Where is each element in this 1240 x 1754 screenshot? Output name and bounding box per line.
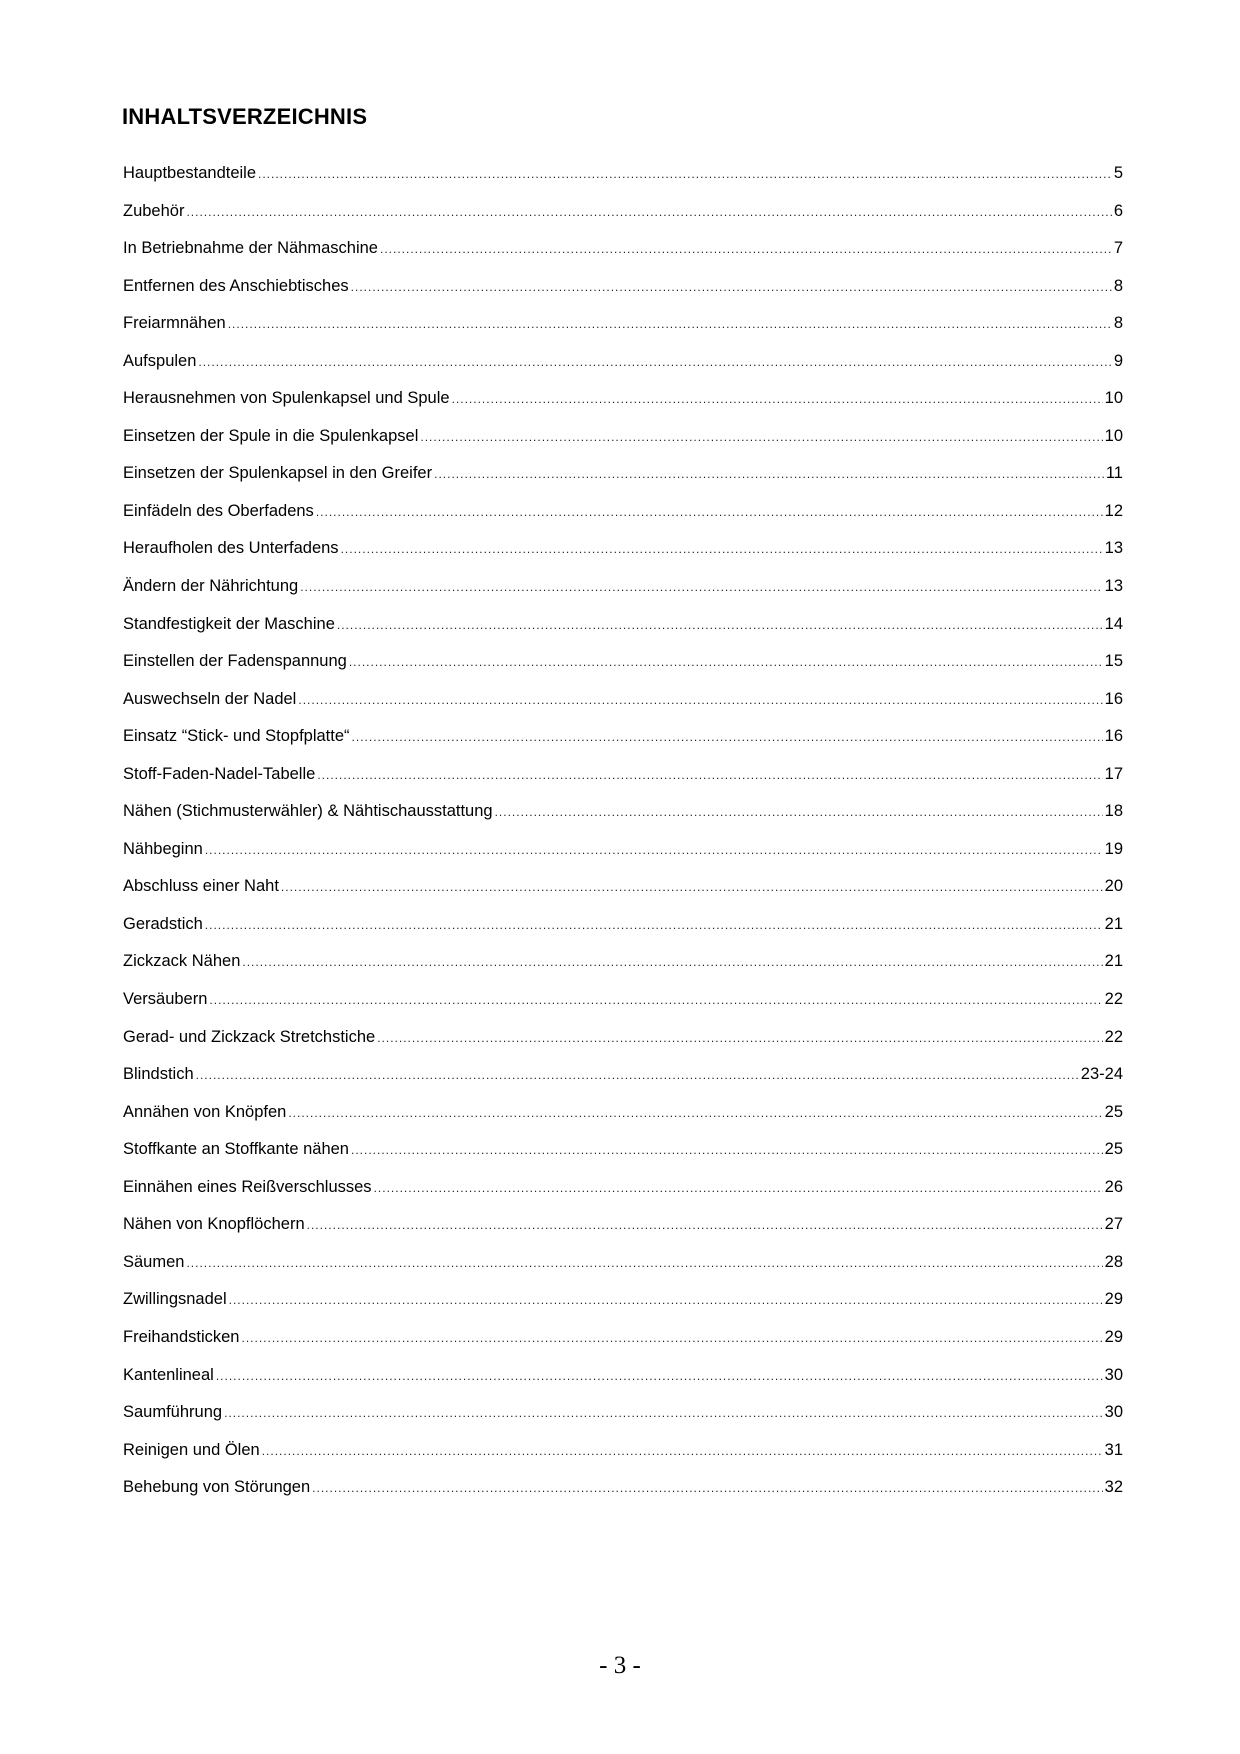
toc-entry-label: Stoffkante an Stoffkante nähen	[123, 1140, 349, 1159]
toc-entry-page: 18	[1104, 802, 1123, 821]
toc-entry	[123, 1215, 1123, 1253]
toc-entry-page: 31	[1104, 1440, 1123, 1459]
toc-entry-page: 29	[1104, 1327, 1123, 1346]
toc-entry	[123, 652, 1123, 690]
toc-entry-page: 21	[1104, 952, 1123, 971]
toc-entry	[123, 765, 1123, 803]
toc-entry	[123, 1290, 1123, 1328]
dot-leader	[224, 1406, 1103, 1420]
toc-entry-label: Geradstich	[123, 914, 203, 933]
toc-entry-page: 8	[1113, 314, 1123, 333]
toc-entry	[123, 877, 1123, 915]
toc-entry-label: Blindstich	[123, 1065, 194, 1084]
toc-entry-label: Nähbeginn	[123, 839, 203, 858]
toc-entry-label: Versäubern	[123, 990, 208, 1009]
dot-leader	[495, 805, 1103, 819]
toc-entry-page: 5	[1113, 164, 1123, 182]
toc-entry-page: 26	[1104, 1177, 1123, 1196]
toc-entry-page: 17	[1104, 764, 1123, 783]
toc-entry	[123, 427, 1123, 465]
toc-entry-page: 28	[1104, 1252, 1123, 1271]
dot-leader	[374, 1181, 1103, 1195]
dot-leader	[228, 317, 1112, 331]
dot-leader	[209, 993, 1102, 1007]
toc-entry-page: 10	[1104, 389, 1123, 408]
toc-entry	[123, 314, 1123, 352]
toc-entry-page: 19	[1104, 839, 1123, 858]
toc-entry-page: 14	[1104, 614, 1123, 633]
toc-entry	[123, 1366, 1123, 1404]
dot-leader	[307, 1218, 1103, 1232]
toc-entry-label: Entfernen des Anschiebtisches	[123, 276, 349, 295]
toc-entry-page: 29	[1104, 1290, 1123, 1309]
toc-entry-page: 21	[1104, 914, 1123, 933]
toc-entry-page: 16	[1104, 689, 1123, 708]
toc-entry-label: Einstellen der Fadenspannung	[123, 652, 347, 671]
toc-entry	[123, 915, 1123, 953]
toc-entry-label: Auswechseln der Nadel	[123, 689, 297, 708]
toc-entry	[123, 840, 1123, 878]
dot-leader	[258, 167, 1112, 181]
dot-leader	[341, 542, 1103, 556]
toc-entry-page: 16	[1104, 727, 1123, 746]
dot-leader	[262, 1444, 1103, 1458]
dot-leader	[317, 768, 1102, 782]
dot-leader	[186, 1256, 1102, 1270]
dot-leader	[300, 580, 1102, 594]
toc-entry-label: Nähen (Stichmusterwähler) & Nähtischausstattung	[123, 802, 493, 821]
toc-entry	[123, 1441, 1123, 1479]
dot-leader	[452, 392, 1103, 406]
toc-entry	[123, 1028, 1123, 1066]
toc-entry	[123, 1403, 1123, 1441]
toc-entry-label: Behebung von Störungen	[123, 1478, 311, 1497]
toc-entry-page: 23-24	[1080, 1065, 1123, 1084]
toc-entry-label: Standfestigkeit der Maschine	[123, 614, 335, 633]
toc-entry	[123, 1065, 1123, 1103]
toc-entry	[123, 502, 1123, 540]
toc-entry-page: 25	[1104, 1140, 1123, 1159]
table-of-contents	[123, 164, 1123, 1516]
toc-entry-label: Einsatz “Stick- und Stopfplatte“	[123, 727, 350, 746]
toc-entry	[123, 1140, 1123, 1178]
toc-entry	[123, 202, 1123, 240]
dot-leader	[377, 1031, 1102, 1045]
toc-entry-label: Einnähen eines Reißverschlusses	[123, 1177, 372, 1196]
toc-entry-page: 15	[1104, 652, 1123, 671]
toc-entry-label: In Betriebnahme der Nähmaschine	[123, 239, 378, 258]
toc-entry-page: 27	[1104, 1215, 1123, 1234]
dot-leader	[434, 467, 1104, 481]
toc-entry	[123, 1178, 1123, 1216]
dot-leader	[380, 242, 1112, 256]
page-title: INHALTSVERZEICHNIS	[122, 104, 368, 129]
toc-entry	[123, 577, 1123, 615]
toc-entry-label: Einfädeln des Oberfadens	[123, 501, 314, 520]
toc-entry-label: Aufspulen	[123, 351, 197, 370]
dot-leader	[312, 1481, 1102, 1495]
dot-leader	[420, 430, 1102, 444]
toc-entry-label: Nähen von Knopflöchern	[123, 1215, 305, 1234]
toc-entry	[123, 802, 1123, 840]
dot-leader	[316, 505, 1103, 519]
toc-entry	[123, 239, 1123, 277]
toc-entry-page: 22	[1104, 990, 1123, 1009]
toc-entry-page: 10	[1104, 426, 1123, 445]
toc-entry-page: 22	[1104, 1027, 1123, 1046]
dot-leader	[216, 1369, 1103, 1383]
toc-entry-label: Gerad- und Zickzack Stretchstiche	[123, 1027, 376, 1046]
toc-entry	[123, 690, 1123, 728]
dot-leader	[351, 280, 1112, 294]
dot-leader	[241, 1331, 1102, 1345]
dot-leader	[288, 1106, 1102, 1120]
dot-leader	[198, 355, 1111, 369]
toc-entry-page: 7	[1113, 239, 1123, 258]
toc-entry-page: 30	[1104, 1403, 1123, 1422]
toc-entry-page: 20	[1104, 877, 1123, 896]
toc-entry-label: Annähen von Knöpfen	[123, 1102, 287, 1121]
toc-entry-page: 25	[1104, 1102, 1123, 1121]
toc-entry-label: Freiarmnähen	[123, 314, 226, 333]
dot-leader	[349, 655, 1103, 669]
dot-leader	[205, 918, 1103, 932]
dot-leader	[196, 1068, 1079, 1082]
toc-entry-page: 6	[1113, 201, 1123, 220]
dot-leader	[205, 843, 1103, 857]
dot-leader	[351, 1143, 1103, 1157]
toc-entry-page: 11	[1105, 464, 1123, 483]
toc-entry	[123, 952, 1123, 990]
dot-leader	[281, 880, 1103, 894]
toc-entry-label: Einsetzen der Spule in die Spulenkapsel	[123, 426, 419, 445]
toc-entry-label: Säumen	[123, 1252, 185, 1271]
dot-leader	[229, 1293, 1103, 1307]
toc-entry-page: 13	[1104, 577, 1123, 596]
page-number: - 3 -	[599, 1652, 641, 1679]
toc-entry	[123, 1253, 1123, 1291]
toc-entry	[123, 164, 1123, 202]
toc-entry	[123, 277, 1123, 315]
toc-entry-label: Freihandsticken	[123, 1327, 240, 1346]
toc-entry	[123, 352, 1123, 390]
toc-entry-label: Saumführung	[123, 1403, 223, 1422]
toc-entry	[123, 1103, 1123, 1141]
toc-entry-page: 9	[1113, 351, 1123, 370]
toc-entry-page: 13	[1104, 539, 1123, 558]
toc-entry-label: Heraufholen des Unterfadens	[123, 539, 339, 558]
toc-entry	[123, 990, 1123, 1028]
toc-entry-page: 32	[1104, 1478, 1123, 1497]
toc-entry-label: Ändern der Nährichtung	[123, 577, 299, 596]
toc-entry-label: Stoff-Faden-Nadel-Tabelle	[123, 764, 316, 783]
toc-entry	[123, 539, 1123, 577]
toc-entry-page: 30	[1104, 1365, 1123, 1384]
toc-entry	[123, 727, 1123, 765]
toc-entry-page: 12	[1104, 501, 1123, 520]
toc-entry-label: Kantenlineal	[123, 1365, 214, 1384]
toc-entry-label: Hauptbestandteile	[123, 164, 257, 182]
toc-entry-label: Zickzack Nähen	[123, 952, 241, 971]
toc-entry	[123, 1328, 1123, 1366]
dot-leader	[242, 955, 1102, 969]
dot-leader	[352, 730, 1103, 744]
dot-leader	[186, 205, 1111, 219]
toc-entry	[123, 464, 1123, 502]
dot-leader	[337, 618, 1103, 632]
toc-entry-label: Zubehör	[123, 201, 185, 220]
toc-entry-label: Reinigen und Ölen	[123, 1440, 260, 1459]
toc-entry	[123, 1478, 1123, 1516]
dot-leader	[298, 693, 1102, 707]
toc-entry-page: 8	[1113, 276, 1123, 295]
toc-entry	[123, 389, 1123, 427]
toc-entry-label: Zwillingsnadel	[123, 1290, 227, 1309]
toc-entry	[123, 615, 1123, 653]
toc-entry-label: Herausnehmen von Spulenkapsel und Spule	[123, 389, 450, 408]
toc-entry-label: Einsetzen der Spulenkapsel in den Greifer	[123, 464, 433, 483]
toc-entry-label: Abschluss einer Naht	[123, 877, 279, 896]
